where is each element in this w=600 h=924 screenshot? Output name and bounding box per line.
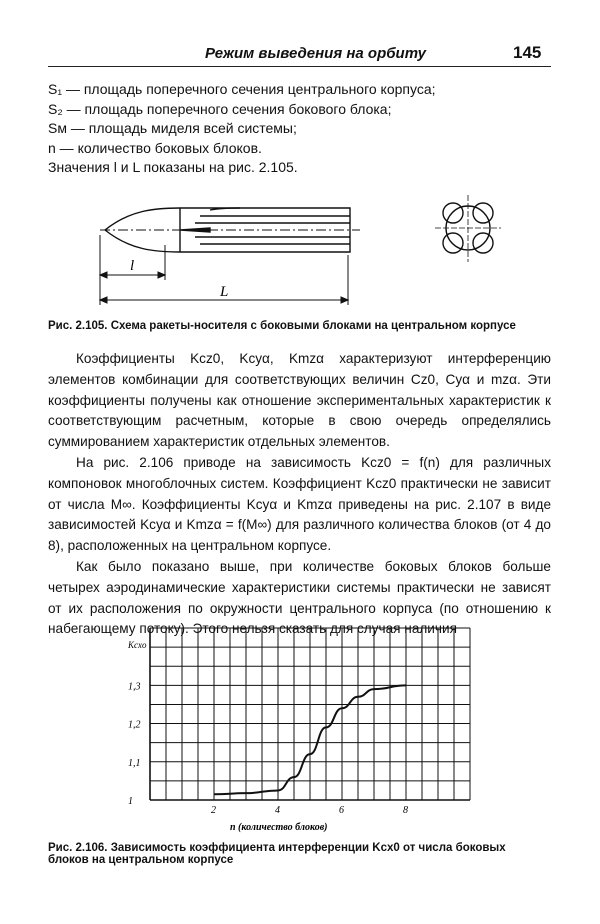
caption-105-text: Схема ракеты-носителя с боковыми блоками на центральном корпусе bbox=[110, 320, 516, 332]
chart-ticks bbox=[128, 681, 408, 816]
x-tick-label: 2 bbox=[211, 805, 216, 816]
x-axis-label: n (количество блоков) bbox=[230, 822, 328, 833]
y-axis-label: Kcxo bbox=[128, 640, 147, 650]
figure-2-106-chart bbox=[100, 620, 500, 835]
y-tick-label: 1,1 bbox=[128, 757, 141, 769]
y-tick-label: 1,3 bbox=[128, 681, 141, 693]
caption-figure-2-105 bbox=[48, 320, 516, 332]
x-tick-label: 8 bbox=[403, 805, 408, 816]
definition-n: n — количество боковых блоков. bbox=[48, 139, 262, 156]
paragraph-2: На рис. 2.106 приводе на зависимость Kcz0 = f(n) для различных компоновок многоблочных систем. Коэффициент Kcz0 практически не зависит от числа M∞. Коэффициенты Kcyα и Kmzα приведены на рис. 2.107 в виде зависимостей Kcyα и Kmzα = f(M∞) для различного количества блоков (от 4 до 8), расположенных на центральном корпусе. bbox=[48, 454, 551, 554]
x-tick-label: 4 bbox=[275, 805, 280, 816]
y-tick-label: 1 bbox=[128, 796, 133, 807]
caption-106-line2: блоков на центральном корпусе bbox=[48, 854, 234, 866]
definitions-list bbox=[48, 80, 436, 178]
y-tick-label: 1,2 bbox=[128, 719, 141, 731]
page-number: 145 bbox=[513, 43, 542, 62]
definition-s2: S₂ — площадь поперечного сечения бокового блока; bbox=[48, 100, 392, 117]
rocket-side-view bbox=[100, 208, 360, 252]
caption-106-line1: Зависимость коэффициента интерференции Kcx0 от числа боковых bbox=[110, 842, 506, 854]
caption-figure-2-106 bbox=[48, 842, 506, 866]
figure-2-105 bbox=[60, 180, 530, 315]
caption-105-label: Рис. 2.105. bbox=[48, 320, 108, 332]
running-header-title: Режим выведения на орбиту bbox=[205, 45, 426, 62]
header-rule bbox=[48, 66, 551, 67]
label-L: L bbox=[220, 284, 229, 300]
body-text bbox=[48, 349, 551, 640]
definition-lengths: Значения l и L показаны на рис. 2.105. bbox=[48, 159, 298, 176]
definition-s1: S₁ — площадь поперечного сечения центрального корпуса; bbox=[48, 81, 436, 97]
label-l: l bbox=[130, 258, 135, 274]
rocket-cross-section bbox=[435, 195, 501, 262]
paragraph-1: Коэффициенты Kcz0, Kcyα, Kmzα характеризуют интерференцию элементов комбинации для соответствующих величин Cz0, Cyα и mzα. Эти коэффициенты получены как отношение экспериментальных характеристик к соответствующим расчетным, которые в свою очередь определялись суммированием характеристик отдельных элементов. bbox=[48, 351, 551, 450]
paragraph-3: Как было показано выше, при количестве боковых блоков больше четырех аэродинамические характеристики системы практически не зависят от их расположения по окружности центрального корпуса (по отношению к набегающему потоку). Этого нельзя сказать для случая наличия bbox=[48, 558, 551, 637]
definition-sm: Sм — площадь миделя всей системы; bbox=[48, 120, 297, 137]
x-tick-label: 6 bbox=[339, 805, 344, 816]
chart-grid bbox=[150, 628, 470, 800]
caption-106-label: Рис. 2.106. bbox=[48, 842, 108, 854]
